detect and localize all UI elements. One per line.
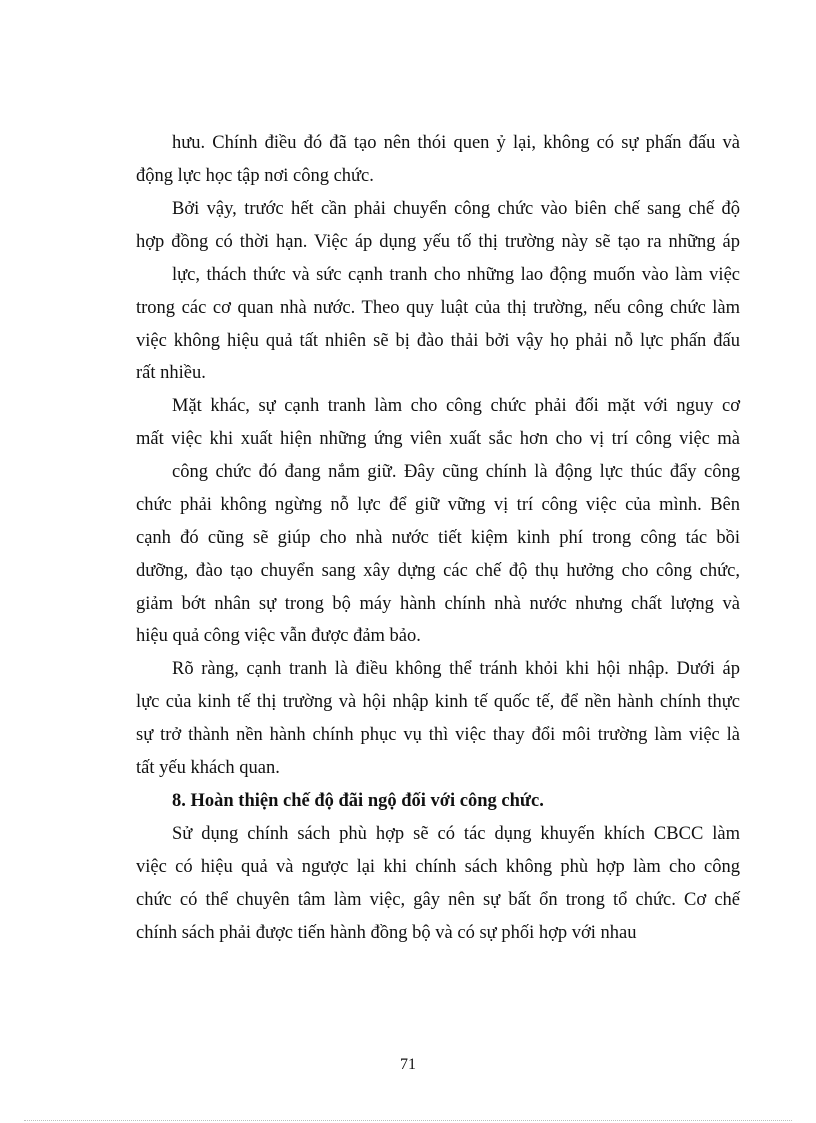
text-line: giảm bớt nhân sự trong bộ máy hành chính nhà nước nhưng chất lượng và (136, 594, 740, 614)
text-line: hợp đồng có thời hạn. Việc áp dụng yếu tố thị trường này sẽ tạo ra những áp (136, 232, 740, 252)
text-line: Bởi vậy, trước hết cần phải chuyển công chức vào biên chế sang chế độ (172, 199, 740, 219)
text-line: lực của kinh tế thị trường và hội nhập kinh tế quốc tế, để nền hành chính thực (136, 692, 740, 712)
text-line: việc không hiệu quả tất nhiên sẽ bị đào thải bởi vậy họ phải nỗ lực phấn đấu (136, 331, 740, 351)
text-line: việc có hiệu quả và ngược lại khi chính sách không phù hợp làm cho công (136, 857, 740, 877)
text-line: Mặt khác, sự cạnh tranh làm cho công chức phải đối mặt với nguy cơ (172, 396, 740, 416)
text-line: chức có thể chuyên tâm làm việc, gây nên sự bất ổn trong tổ chức. Cơ chế (136, 890, 740, 910)
text-line: hưu. Chính điều đó đã tạo nên thói quen ỷ lại, không có sự phấn đấu và (172, 133, 740, 153)
text-line: hiệu quả công việc vẫn được đảm bảo. (136, 626, 421, 646)
text-line: chính sách phải được tiến hành đồng bộ và có sự phối hợp với nhau (136, 923, 637, 943)
text-line: cạnh đó cũng sẽ giúp cho nhà nước tiết kiệm kinh phí trong công tác bồi (136, 528, 740, 548)
text-line: dưỡng, đào tạo chuyển sang xây dựng các chế độ thụ hưởng cho công chức, (136, 561, 740, 581)
section-heading: 8. Hoàn thiện chế độ đãi ngộ đối với công chức. (172, 791, 544, 811)
page-number: 71 (400, 1056, 416, 1073)
text-line: trong các cơ quan nhà nước. Theo quy luật của thị trường, nếu công chức làm (136, 298, 740, 318)
text-line: rất nhiều. (136, 363, 206, 383)
text-line: mất việc khi xuất hiện những ứng viên xuất sắc hơn cho vị trí công việc mà (136, 429, 740, 449)
text-line: công chức đó đang nắm giữ. Đây cũng chính là động lực thúc đẩy công (172, 462, 740, 482)
text-line: Sử dụng chính sách phù hợp sẽ có tác dụng khuyến khích CBCC làm (172, 824, 740, 844)
text-line: Rõ ràng, cạnh tranh là điều không thể tránh khỏi khi hội nhập. Dưới áp (172, 659, 740, 679)
page-bottom-border (24, 1120, 792, 1121)
text-line: sự trở thành nền hành chính phục vụ thì việc thay đổi môi trường làm việc là (136, 725, 740, 745)
text-line: lực, thách thức và sức cạnh tranh cho những lao động muốn vào làm việc (172, 265, 740, 285)
text-line: tất yếu khách quan. (136, 758, 280, 778)
text-line: chức phải không ngừng nỗ lực để giữ vững vị trí công việc của mình. Bên (136, 495, 740, 515)
text-line: động lực học tập nơi công chức. (136, 166, 374, 186)
